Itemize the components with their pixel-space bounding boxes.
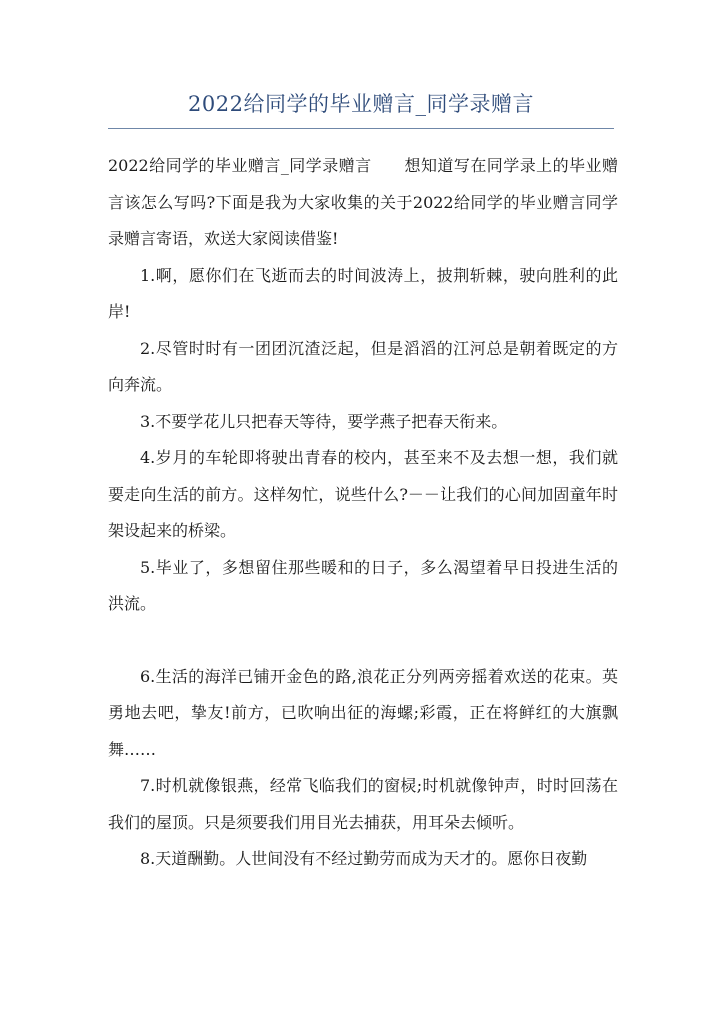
paragraph-3: 3.不要学花儿只把春天等待，要学燕子把春天衔来。 xyxy=(140,411,508,431)
paragraph-7: 7.时机就像银燕，经常飞临我们的窗棂;时机就像钟声，时时回荡在我们的屋顶。只是须要我们用目光去捕获，用耳朵去倾听。 xyxy=(108,776,618,832)
intro-paragraph: 2022给同学的毕业赠言_同学录赠言 想知道写在同学录上的毕业赠言该怎么写吗?下面是我为大家收集的关于2022给同学的毕业赠言同学录赠言寄语，欢送大家阅读借鉴! xyxy=(108,156,618,248)
paragraph-1: 1.啊，愿你们在飞逝而去的时间波涛上，披荆斩棘，驶向胜利的此岸! xyxy=(108,265,618,321)
paragraph-8: 8.天道酬勤。人世间没有不经过勤劳而成为天才的。愿你日夜勤 xyxy=(140,849,588,868)
document-body xyxy=(108,148,618,878)
paragraph-2: 2.尽管时时有一团团沉渣泛起，但是滔滔的江河总是朝着既定的方向奔流。 xyxy=(108,338,618,394)
document-title: 2022给同学的毕业赠言_同学录赠言 xyxy=(188,92,534,116)
paragraph-gap xyxy=(108,623,618,659)
paragraph-6: 6.生活的海洋已铺开金色的路,浪花正分列两旁摇着欢送的花束。英勇地去吧，挚友!前方，已吹响出征的海螺;彩霞，正在将鲜红的大旗飘舞…… xyxy=(108,666,618,759)
paragraph-4: 4.岁月的车轮即将驶出青春的校内，甚至来不及去想一想，我们就要走向生活的前方。这样匆忙，说些什么?－－让我们的心间加固童年时架设起来的桥梁。 xyxy=(108,448,618,540)
title-divider xyxy=(108,128,614,129)
paragraph-5: 5.毕业了，多想留住那些暖和的日子，多么渴望着早日投进生活的洪流。 xyxy=(108,557,618,613)
